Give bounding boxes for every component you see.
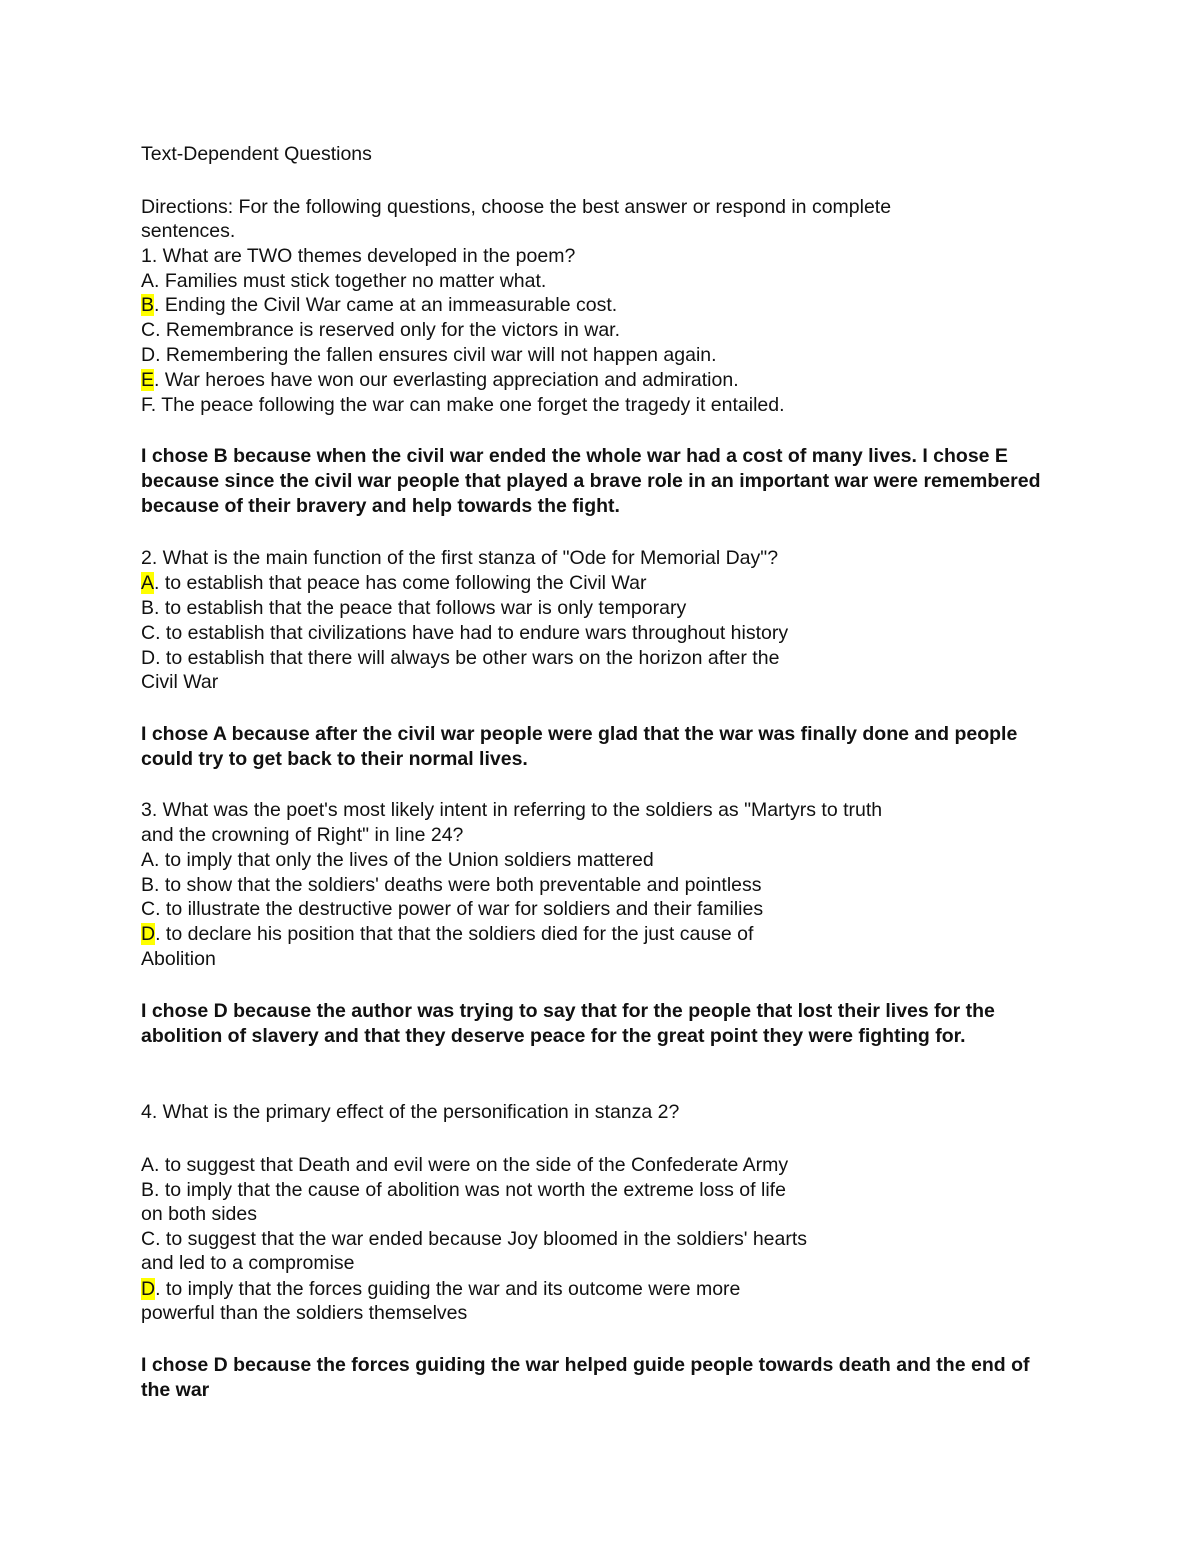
q1-option-b (141, 293, 617, 317)
q3-option-a: A. to imply that only the lives of the Union soldiers mattered (141, 849, 654, 871)
question-3-prompt-line-1: 3. What was the poet's most likely intent in referring to the soldiers as "Martyrs to truth (141, 799, 883, 821)
q3-option-d-line-2: Abolition (141, 948, 216, 970)
q1-option-e (141, 368, 739, 392)
directions-line-2: sentences. (141, 220, 236, 242)
q4-option-d-letter-highlight: D (141, 1278, 156, 1300)
q4-option-d-text: . to imply that the forces guiding the war and its outcome were more (155, 1278, 741, 1300)
q2-option-a (141, 571, 646, 595)
q1-option-e-text: . War heroes have won our everlasting appreciation and admiration. (154, 369, 739, 391)
q2-response: I chose A because after the civil war people were glad that the war was finally done and people could try to get back to their normal lives. (141, 723, 1018, 770)
q2-option-b: B. to establish that the peace that follows war is only temporary (141, 597, 687, 619)
q3-option-d-text: . to declare his position that that the soldiers died for the just cause of (155, 923, 754, 945)
q4-option-b-line-2: on both sides (141, 1203, 258, 1225)
q4-response: I chose D because the forces guiding the war helped guide people towards death and the end of the war (141, 1354, 1030, 1401)
q4-option-b-line-1: B. to imply that the cause of abolition was not worth the extreme loss of life (141, 1179, 786, 1201)
q1-option-d: D. Remembering the fallen ensures civil war will not happen again. (141, 344, 717, 366)
document-title: Text-Dependent Questions (141, 143, 372, 165)
q1-option-b-text: . Ending the Civil War came at an immeasurable cost. (154, 294, 618, 316)
q3-option-d-letter-highlight: D (141, 923, 156, 945)
q1-response: I chose B because when the civil war ended the whole war had a cost of many lives. I chose E because since the civil war people that played a brave role in an important war were remembered because of their bravery and help towards the fight. (141, 445, 1041, 517)
question-2-prompt: 2. What is the main function of the first stanza of "Ode for Memorial Day"? (141, 547, 779, 569)
q1-option-e-letter-highlight: E (141, 369, 155, 391)
q4-option-c-line-1: C. to suggest that the war ended because Joy bloomed in the soldiers' hearts (141, 1228, 808, 1250)
q3-option-d (141, 922, 753, 946)
question-1-prompt: 1. What are TWO themes developed in the poem? (141, 245, 576, 267)
q1-option-a: A. Families must stick together no matter what. (141, 270, 547, 292)
q4-option-a: A. to suggest that Death and evil were on the side of the Confederate Army (141, 1154, 789, 1176)
q4-option-d (141, 1277, 740, 1301)
q4-option-d-line-2: powerful than the soldiers themselves (141, 1302, 468, 1324)
q3-option-b: B. to show that the soldiers' deaths were both preventable and pointless (141, 874, 762, 896)
q2-option-a-letter-highlight: A (141, 572, 155, 594)
q3-option-c: C. to illustrate the destructive power of war for soldiers and their families (141, 898, 764, 920)
question-4-prompt: 4. What is the primary effect of the personification in stanza 2? (141, 1101, 680, 1123)
question-3-prompt-line-2: and the crowning of Right" in line 24? (141, 824, 464, 846)
q2-option-d-line-2: Civil War (141, 671, 219, 693)
q2-option-a-text: . to establish that peace has come following the Civil War (154, 572, 647, 594)
q2-option-c: C. to establish that civilizations have had to endure wars throughout history (141, 622, 789, 644)
q2-option-d-line-1: D. to establish that there will always be other wars on the horizon after the (141, 647, 780, 669)
q4-option-c-line-2: and led to a compromise (141, 1252, 355, 1274)
q3-response: I chose D because the author was trying to say that for the people that lost their lives for the abolition of slavery and that they deserve peace for the great point they were fighting for. (141, 1000, 995, 1047)
q1-option-c: C. Remembrance is reserved only for the victors in war. (141, 319, 621, 341)
q1-option-f: F. The peace following the war can make one forget the tragedy it entailed. (141, 394, 785, 416)
q1-option-b-letter-highlight: B (141, 294, 155, 316)
directions-line-1: Directions: For the following questions, choose the best answer or respond in complete (141, 196, 892, 218)
